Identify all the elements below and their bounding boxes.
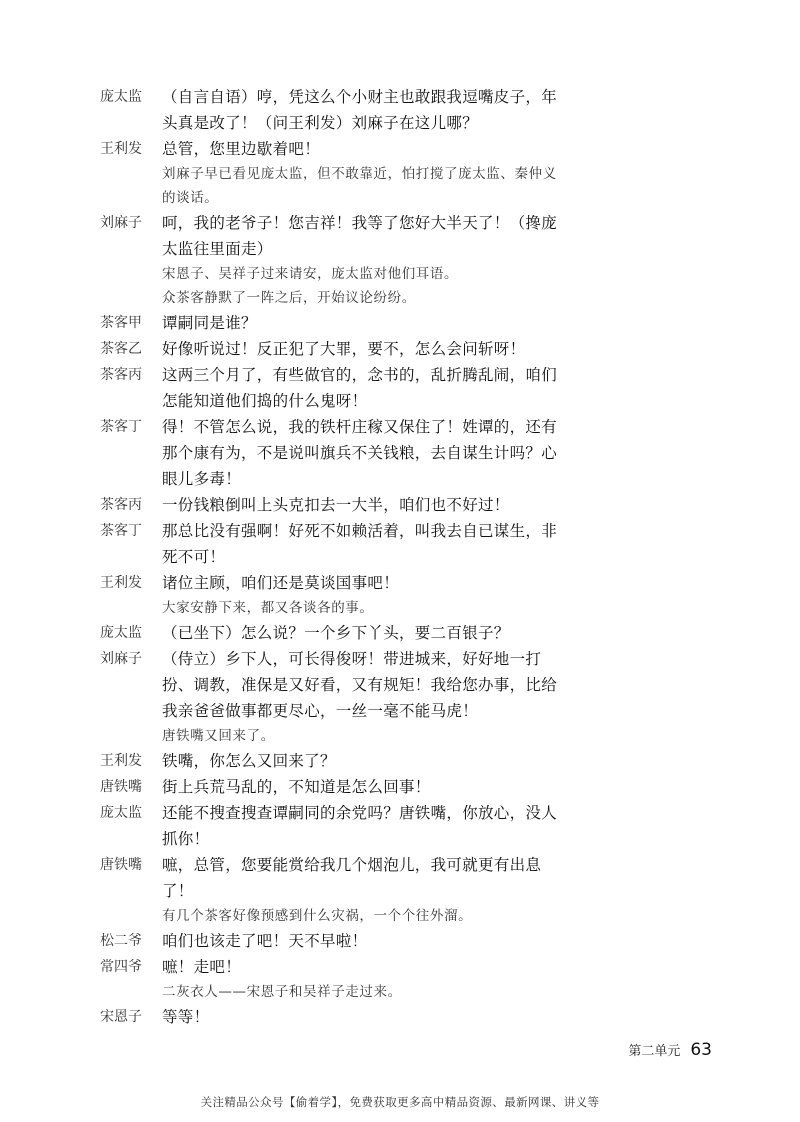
dialogue-line [100,570,560,596]
speaker-name: 茶客丁 [100,523,142,539]
stage-direction: 众茶客静默了一阵之后，开始议论纷纷。 [162,290,416,306]
speech-text: 得！不管怎么说，我的铁杆庄稼又保住了！姓谭的，还有那个康有为，不是说叫旗兵不关钱粮，去自谋生计吗？心眼儿多毒！ [162,418,558,488]
dialogue-line [100,748,560,774]
dialogue-line [100,954,560,980]
speech-text: 那总比没有强啊！好死不如赖活着，叫我去自已谋生，非死不可！ [162,522,558,566]
speech-text: 铁嘴，你怎么又回来了？ [162,752,336,770]
speaker-name: 常四爷 [100,959,142,975]
speaker-name: 唐铁嘴 [100,857,142,873]
promo-notice: 关注精品公众号【偷着学】，免费获取更多高中精品资源、最新网课、讲义等 [200,1095,600,1109]
page-footer [628,1040,712,1060]
speech-text: 还能不搜查搜查谭嗣同的余党吗？唐铁嘴，你放心，没人抓你！ [162,804,558,848]
speaker-name: 茶客甲 [100,315,142,331]
speech-text: 嗻！走吧！ [162,958,242,976]
dialogue-line [100,620,560,646]
speaker-name: 宋恩子 [100,1009,142,1025]
stage-direction: 大家安静下来，都又各谈各的事。 [162,600,374,616]
dialogue-line [100,852,560,904]
dialogue-line [100,210,560,262]
unit-label: 第二单元 [628,1044,681,1059]
dialogue-line [100,646,560,724]
stage-direction: 刘麻子早已看见庞太监，但不敢靠近，怕打搅了庞太监、秦仲义的谈话。 [162,166,557,206]
speech-text: 诸位主顾，咱们还是莫谈国事吧！ [162,574,400,592]
speaker-name: 茶客丁 [100,419,142,435]
speaker-name: 王利发 [100,141,142,157]
speech-text: 总管，您里边歇着吧！ [162,140,321,158]
dialogue-line [100,136,560,162]
speech-text: 等等！ [162,1008,210,1026]
speaker-name: 茶客乙 [100,341,142,357]
dialogue-line [100,1004,560,1030]
speaker-name: 王利发 [100,753,142,769]
speaker-name: 王利发 [100,575,142,591]
speaker-name: 茶客丙 [100,367,142,383]
dialogue-line [100,84,560,136]
speech-text: （自言自语）哼，凭这么个小财主也敢跟我逗嘴皮子，年头真是改了！（问王利发）刘麻子在这儿哪？ [162,88,558,132]
speaker-name: 庞太监 [100,625,142,641]
stage-direction: 唐铁嘴又回来了。 [162,728,275,744]
speech-text: 嗻，总管，您要能赏给我几个烟泡儿，我可就更有出息了！ [162,856,542,900]
speech-text: （侍立）乡下人，可长得俊呀！带进城来，好好地一打扮、调教，准保是又好看，又有规矩！我给您办事，比给我亲爸爸做事都更尽心，一丝一毫不能马虎！ [162,650,558,720]
stage-direction: 宋恩子、吴祥子过来请安，庞太监对他们耳语。 [162,266,459,282]
speech-text: 呵，我的老爷子！您吉祥！我等了您好大半天了！（搀庞太监往里面走） [162,214,558,258]
speaker-name: 庞太监 [100,89,142,105]
speech-text: 咱们也该走了吧！天不早啦！ [162,932,368,950]
speech-text: （已坐下）怎么说？一个乡下丫头，要二百银子？ [162,624,510,642]
dialogue-line [100,310,560,336]
speaker-name: 刘麻子 [100,651,142,667]
speaker-name: 庞太监 [100,805,142,821]
speech-text: 街上兵荒马乱的，不知道是怎么回事！ [162,778,431,796]
dialogue-line [100,928,560,954]
dialogue-line [100,774,560,800]
stage-direction: 二灰衣人——宋恩子和吴祥子走过来。 [162,984,402,1000]
dialogue-line [100,414,560,492]
dialogue-line [100,336,560,362]
speaker-name: 唐铁嘴 [100,779,142,795]
dialogue-line [100,518,560,570]
speech-text: 好像听说过！反正犯了大罪，要不，怎么会问斩呀！ [162,340,526,358]
speaker-name: 刘麻子 [100,215,142,231]
speech-text: 一份钱粮倒叫上头克扣去一大半，咱们也不好过！ [162,496,510,514]
dialogue-line [100,362,560,414]
speaker-name: 松二爷 [100,933,142,949]
dialogue-line [100,492,560,518]
speech-text: 这两三个月了，有些做官的，念书的，乱折腾乱闹，咱们怎能知道他们捣的什么鬼呀！ [162,366,558,410]
script-body [100,84,560,1030]
stage-direction: 有几个茶客好像预感到什么灾祸，一个个往外溜。 [162,908,473,924]
page-number: 63 [690,1040,712,1060]
speaker-name: 茶客丙 [100,497,142,513]
speech-text: 谭嗣同是谁？ [162,314,257,332]
dialogue-line [100,800,560,852]
